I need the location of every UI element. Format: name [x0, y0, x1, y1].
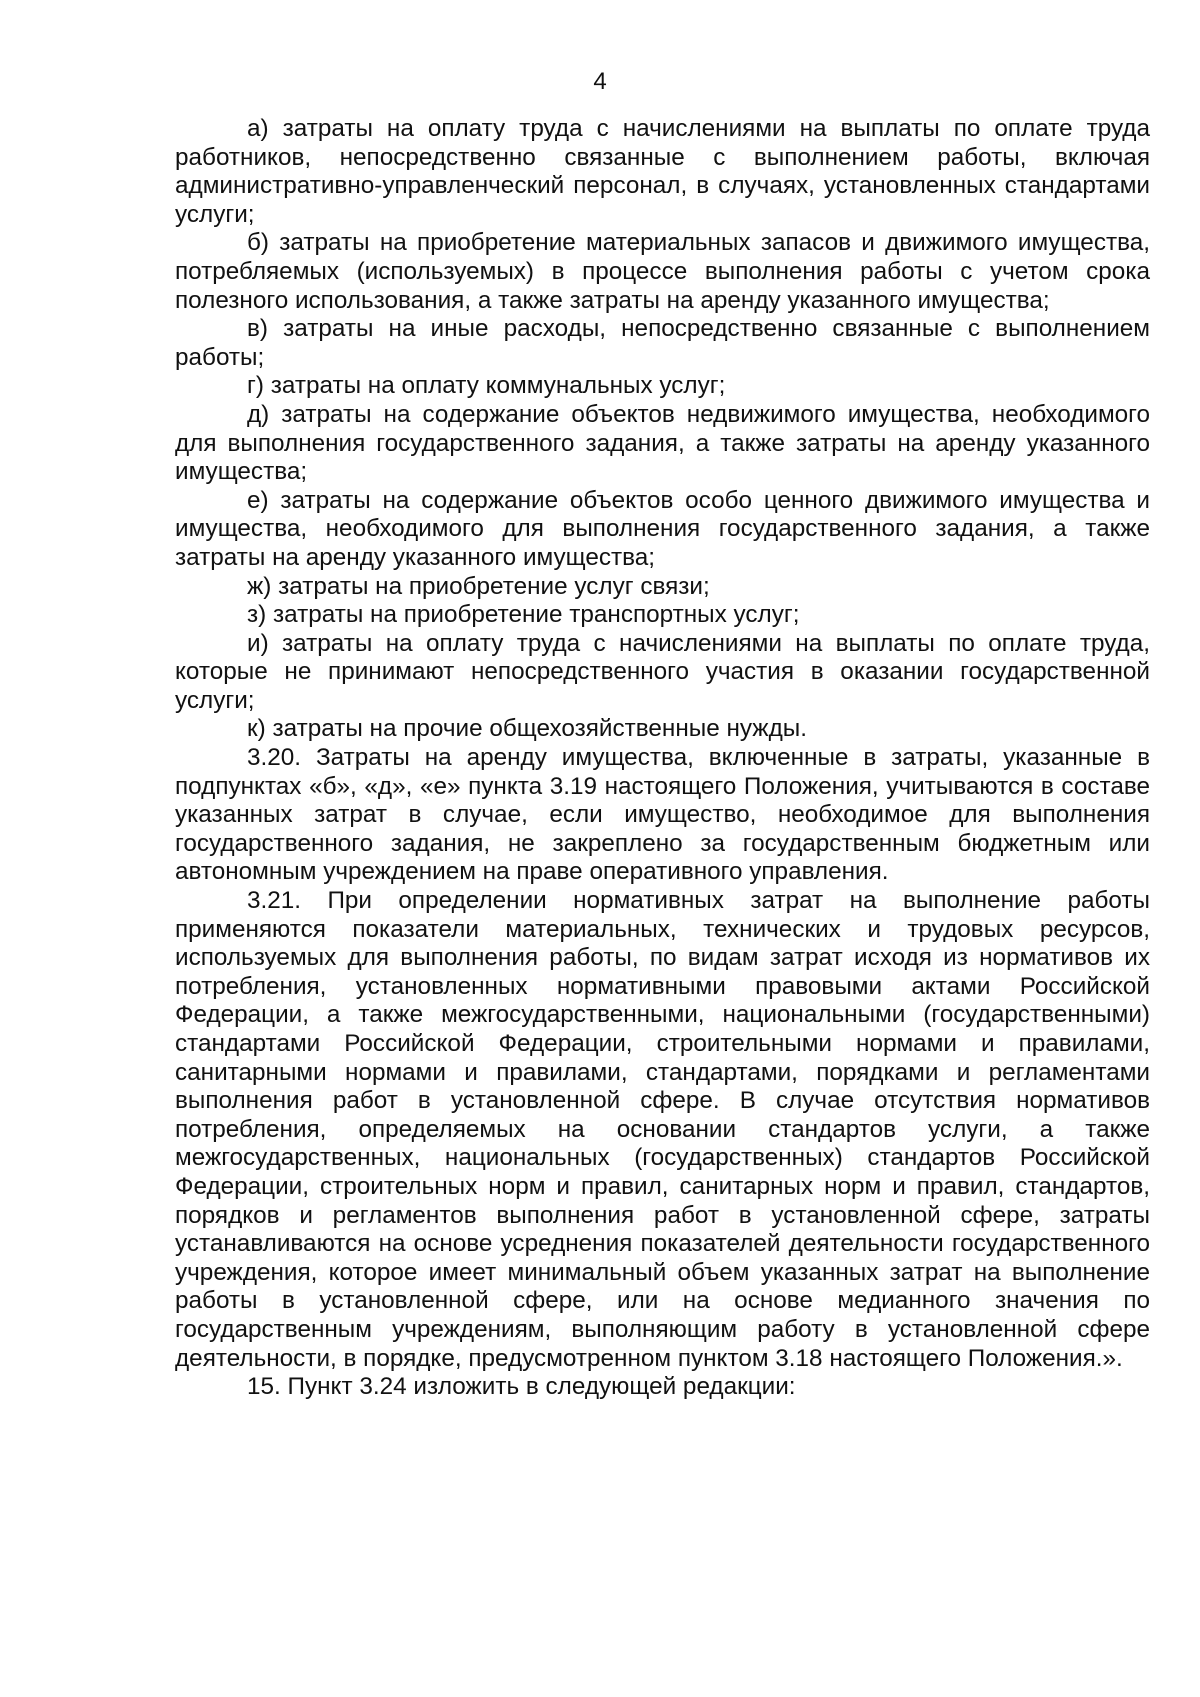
paragraph-3-19-v: в) затраты на иные расходы, непосредственно связанные с выполнением работы; [175, 315, 1150, 371]
paragraph-3-19-zh: ж) затраты на приобретение услуг связи; [247, 572, 710, 600]
page-number: 4 [593, 68, 607, 95]
paragraph-3-19-k: к) затраты на прочие общехозяйственные нужды. [247, 715, 807, 743]
paragraph-3-19-z: з) затраты на приобретение транспортных услуг; [247, 601, 800, 629]
paragraph-3-19-g: г) затраты на оплату коммунальных услуг; [247, 372, 726, 400]
paragraph-3-19-d: д) затраты на содержание объектов недвижимого имущества, необходимого для выполнения государственного задания, а также затраты на аренду указанного имущества; [175, 400, 1150, 486]
paragraph-3-19-i: и) затраты на оплату труда с начислениями на выплаты по оплате труда, которые не принимают непосредственного участия в оказании государственной услуги; [175, 629, 1150, 714]
document-body [175, 115, 1150, 1402]
paragraph-3-21: 3.21. При определении нормативных затрат на выполнение работы применяются показатели материальных, технических и трудовых ресурсов, используемых для выполнения работы, по видам затрат исходя из нормативов их потребления, установленных нормативными правовыми актами Российской Федерации, а также межгосударственными, национальными (государственными) стандартами Российской Федерации, строительными нормами и правилами, санитарными нормами и правилами, стандартами, порядками и регламентами выполнения работ в установленной сфере. В случае отсутствия нормативов потребления, определяемых на основании стандартов услуги, а также межгосударственных, национальных (государственных) стандартов Российской Федерации, строительных норм и правил, санитарных норм и правил, стандартов, порядков и регламентов выполнения работ в установленной сфере, затраты устанавливаются на основе усреднения показателей деятельности государственного учреждения, которое имеет минимальный объем указанных затрат на выполнение работы в установленной сфере, или на основе медианного значения по государственным учреждениям, выполняющим работу в установленной сфере деятельности, в порядке, предусмотренном пунктом 3.18 настоящего Положения.». [175, 887, 1150, 1372]
paragraph-item-15: 15. Пункт 3.24 изложить в следующей редакции: [247, 1373, 796, 1401]
paragraph-3-19-e: е) затраты на содержание объектов особо ценного движимого имущества и имущества, необходимого для выполнения государственного задания, а также затраты на аренду указанного имущества; [175, 486, 1150, 571]
paragraph-3-19-b: б) затраты на приобретение материальных запасов и движимого имущества, потребляемых (используемых) в процессе выполнения работы с учетом срока полезного использования, а также затраты на аренду указанного имущества; [175, 229, 1150, 314]
paragraph-3-19-a: а) затраты на оплату труда с начислениями на выплаты по оплате труда работников, непосредственно связанные с выполнением работы, включая административно-управленческий персонал, в случаях, установленных стандартами услуги; [175, 115, 1150, 228]
paragraph-3-20: 3.20. Затраты на аренду имущества, включенные в затраты, указанные в подпунктах «б», «д», «е» пункта 3.19 настоящего Положения, учитываются в составе указанных затрат в случае, если имущество, необходимое для выполнения государственного задания, не закреплено за государственным бюджетным или автономным учреждением на праве оперативного управления. [175, 744, 1150, 886]
